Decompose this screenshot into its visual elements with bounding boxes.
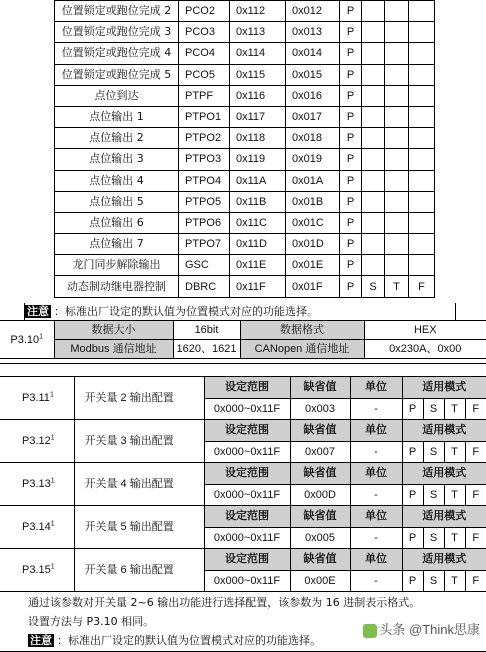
row-name: 位置锁定或跑位完成 5 [55,64,179,85]
format-label: 数据格式 [240,321,364,340]
row-mode [362,255,385,276]
row-mode [409,255,435,276]
row-mode [409,234,435,255]
watermark-text: 头条 @Think思康 [379,622,480,637]
table-row [55,234,435,255]
value-mode: P [402,398,423,420]
row-code: PCO5 [179,64,230,85]
header-range: 设定范围 [204,549,290,571]
row-mode [409,85,435,106]
row-mode: P [340,212,362,233]
row-mode [409,149,435,170]
header-range: 设定范围 [204,506,290,528]
divider [0,363,486,377]
header-modes: 适用模式 [402,463,486,485]
value-mode: S [423,484,444,506]
value-mode: T [444,484,465,506]
row-mode [385,234,409,255]
row-mode: P [340,43,362,64]
row-mode [362,191,385,212]
row-addr-a: 0x115 [230,64,286,85]
row-mode: P [340,149,362,170]
row-code: DBRC [179,276,230,297]
param-sup: 1 [50,520,55,528]
row-addr-b: 0x016 [286,85,340,106]
param-config-table [0,376,486,592]
modbus-value: 1620、1621 [173,340,240,359]
row-code: PTPO2 [179,128,230,149]
row-mode [362,170,385,191]
param-header-row [0,420,486,442]
row-name: 点位输出 3 [55,149,179,170]
row-addr-a: 0x118 [230,128,286,149]
size-label: 数据大小 [54,321,173,340]
format-value: HEX [364,321,486,340]
row-mode: P [340,106,362,127]
value-mode: S [423,441,444,463]
row-addr-a: 0x11B [230,191,286,212]
watermark-logo-icon [363,624,377,638]
row-mode [362,22,385,43]
row-code: GSC [179,255,230,276]
row-mode [385,22,409,43]
value-unit: - [350,570,402,592]
row-mode: S [362,276,385,297]
size-value: 16bit [173,321,240,340]
row-mode [385,43,409,64]
row-mode [409,191,435,212]
description-text: 通过该参数对开关量 2~6 输出功能进行选择配置，该参数为 16 进制表示格式。 [28,596,421,609]
header-default: 缺省值 [290,463,350,485]
param-cell [0,377,74,420]
row-mode [362,128,385,149]
row-mode: P [340,191,362,212]
row-addr-b: 0x012 [286,1,340,22]
header-modes: 适用模式 [402,506,486,528]
value-mode: F [465,484,486,506]
row-addr-a: 0x119 [230,149,286,170]
header-range: 设定范围 [204,463,290,485]
row-code: PTPO5 [179,191,230,212]
row-mode: P [340,22,362,43]
row-code: PCO2 [179,1,230,22]
row-mode: P [340,234,362,255]
row-addr-a: 0x11E [230,255,286,276]
row-code: PTPF [179,85,230,106]
value-mode: P [402,484,423,506]
setting-method-text: 设置方法与 P3.10 相同。 [28,615,155,628]
value-mode: T [444,570,465,592]
value-range: 0x000~0x11F [204,484,290,506]
row-mode: P [340,255,362,276]
row-name: 位置锁定或跑位完成 3 [55,22,179,43]
row-code: PTPO1 [179,106,230,127]
table-row [55,191,435,212]
value-default: 0x007 [290,441,350,463]
table-row [55,85,435,106]
value-mode: T [444,441,465,463]
row-addr-a: 0x117 [230,106,286,127]
canopen-label: CANopen 通信地址 [240,340,364,359]
value-mode: S [423,570,444,592]
row-mode [362,64,385,85]
param-sup: 1 [50,434,55,442]
param-id: P3.14 [22,521,51,533]
param-cell [0,506,74,549]
note-label: 注意 [30,634,52,647]
param-id: P3.15 [22,564,51,576]
row-mode: P [340,85,362,106]
param-id: P3.11 [22,392,50,404]
row-mode [362,1,385,22]
row-addr-a: 0x11C [230,212,286,233]
row-mode [409,22,435,43]
row-addr-b: 0x018 [286,128,340,149]
param-header-row [0,463,486,485]
row-mode: T [385,276,409,297]
row-mode: P [340,276,362,297]
value-mode: F [465,441,486,463]
row-addr-b: 0x013 [286,22,340,43]
header-default: 缺省值 [290,420,350,442]
value-mode: F [465,570,486,592]
row-addr-b: 0x017 [286,106,340,127]
header-unit: 单位 [350,377,402,399]
row-mode [385,149,409,170]
header-default: 缺省值 [290,549,350,571]
value-mode: P [402,570,423,592]
note-row [24,303,456,320]
row-mode [385,170,409,191]
row-code: PTPO6 [179,212,230,233]
row-mode [409,128,435,149]
row-mode [385,191,409,212]
param-desc: 开关量 2 输出配置 [74,377,204,420]
value-range: 0x000~0x11F [204,441,290,463]
row-name: 点位输出 1 [55,106,179,127]
row-addr-b: 0x015 [286,64,340,85]
param-sup: 1 [50,477,55,485]
row-addr-b: 0x01E [286,255,340,276]
row-addr-a: 0x113 [230,22,286,43]
header-unit: 单位 [350,506,402,528]
row-name: 位置锁定或跑位完成 4 [55,43,179,64]
row-mode [409,106,435,127]
p310-table [0,320,486,359]
value-unit: - [350,398,402,420]
row-name: 动态制动继电器控制 [55,276,179,297]
row-mode [385,255,409,276]
header-unit: 单位 [350,549,402,571]
value-mode: F [465,527,486,549]
param-header-row [0,377,486,399]
header-modes: 适用模式 [402,377,486,399]
row-mode: P [340,170,362,191]
row-addr-a: 0x112 [230,1,286,22]
row-mode [409,64,435,85]
param-cell [0,463,74,506]
row-mode [385,85,409,106]
row-code: PCO3 [179,22,230,43]
table-row [55,276,435,297]
header-unit: 单位 [350,420,402,442]
row-name: 点位输出 4 [55,170,179,191]
row-mode [385,1,409,22]
value-unit: - [350,484,402,506]
value-mode: S [423,527,444,549]
note-text: ：标准出厂设定的默认值为位置模式对应的功能选择。 [54,305,318,318]
row-addr-b: 0x01A [286,170,340,191]
row-name: 点位输出 2 [55,128,179,149]
param-id: P3.13 [22,478,51,490]
row-addr-a: 0x11A [230,170,286,191]
row-addr-a: 0x11D [230,234,286,255]
value-default: 0x003 [290,398,350,420]
value-unit: - [350,441,402,463]
header-default: 缺省值 [290,377,350,399]
row-code: PCO4 [179,43,230,64]
note-text: ：标准出厂设定的默认值为位置模式对应的功能选择。 [57,634,321,647]
row-mode [362,149,385,170]
canopen-value: 0x230A、0x00 [364,340,486,359]
row-mode [362,212,385,233]
value-range: 0x000~0x11F [204,398,290,420]
value-default: 0x00D [290,484,350,506]
output-function-table [54,0,435,298]
row-name: 位置锁定或跑位完成 2 [55,1,179,22]
row-mode: F [409,276,435,297]
param-desc: 开关量 5 输出配置 [74,506,204,549]
param-sup: 1 [50,563,55,571]
row-name: 点位输出 7 [55,234,179,255]
row-addr-b: 0x01B [286,191,340,212]
row-name: 点位输出 6 [55,212,179,233]
header-modes: 适用模式 [402,420,486,442]
row-name: 点位输出 5 [55,191,179,212]
table-row [55,149,435,170]
param-sup: 1 [39,332,44,340]
watermark [363,619,480,638]
row-addr-b: 0x019 [286,149,340,170]
row-addr-b: 0x01D [286,234,340,255]
row-name: 点位到达 [55,85,179,106]
row-addr-a: 0x114 [230,43,286,64]
row-name: 龙门同步解除输出 [55,255,179,276]
table-row [55,64,435,85]
param-desc: 开关量 6 输出配置 [74,549,204,592]
row-addr-a: 0x116 [230,85,286,106]
row-mode [409,170,435,191]
row-mode [385,106,409,127]
value-mode: T [444,398,465,420]
header-range: 设定范围 [204,420,290,442]
value-mode: F [465,398,486,420]
value-mode: P [402,441,423,463]
value-default: 0x005 [290,527,350,549]
value-mode: T [444,527,465,549]
row-code: PTPO3 [179,149,230,170]
table-row [55,128,435,149]
row-mode [385,128,409,149]
value-range: 0x000~0x11F [204,527,290,549]
param-sup: 1 [49,391,54,399]
param-id: P3.12 [22,435,51,447]
row-mode [409,43,435,64]
table-row [55,170,435,191]
param-cell [0,420,74,463]
header-range: 设定范围 [204,377,290,399]
table-row [55,1,435,22]
row-addr-b: 0x01C [286,212,340,233]
row-addr-b: 0x014 [286,43,340,64]
note-row [28,633,321,648]
param-desc: 开关量 3 输出配置 [74,420,204,463]
row-mode [362,234,385,255]
row-mode [385,212,409,233]
modbus-label: Modbus 通信地址 [54,340,173,359]
param-desc: 开关量 4 输出配置 [74,463,204,506]
row-mode [409,1,435,22]
param-cell [0,549,74,592]
row-code: PTPO7 [179,234,230,255]
note-label: 注意 [27,305,49,318]
row-addr-a: 0x11F [230,276,286,297]
value-unit: - [350,527,402,549]
table-row [55,106,435,127]
table-row [55,22,435,43]
param-header-row [0,506,486,528]
header-unit: 单位 [350,463,402,485]
value-mode: P [402,527,423,549]
value-mode: S [423,398,444,420]
param-header-row [0,549,486,571]
table-row [55,255,435,276]
row-code: PTPO4 [179,170,230,191]
row-mode [409,212,435,233]
row-mode [362,43,385,64]
row-mode: P [340,1,362,22]
header-modes: 适用模式 [402,549,486,571]
param-cell [0,321,54,359]
table-row [55,43,435,64]
row-mode: P [340,64,362,85]
value-default: 0x00E [290,570,350,592]
row-addr-b: 0x01F [286,276,340,297]
row-mode: P [340,128,362,149]
header-default: 缺省值 [290,506,350,528]
row-mode [385,64,409,85]
value-range: 0x000~0x11F [204,570,290,592]
param-id: P3.10 [10,333,40,346]
table-row [55,212,435,233]
row-mode [362,106,385,127]
row-mode [362,85,385,106]
